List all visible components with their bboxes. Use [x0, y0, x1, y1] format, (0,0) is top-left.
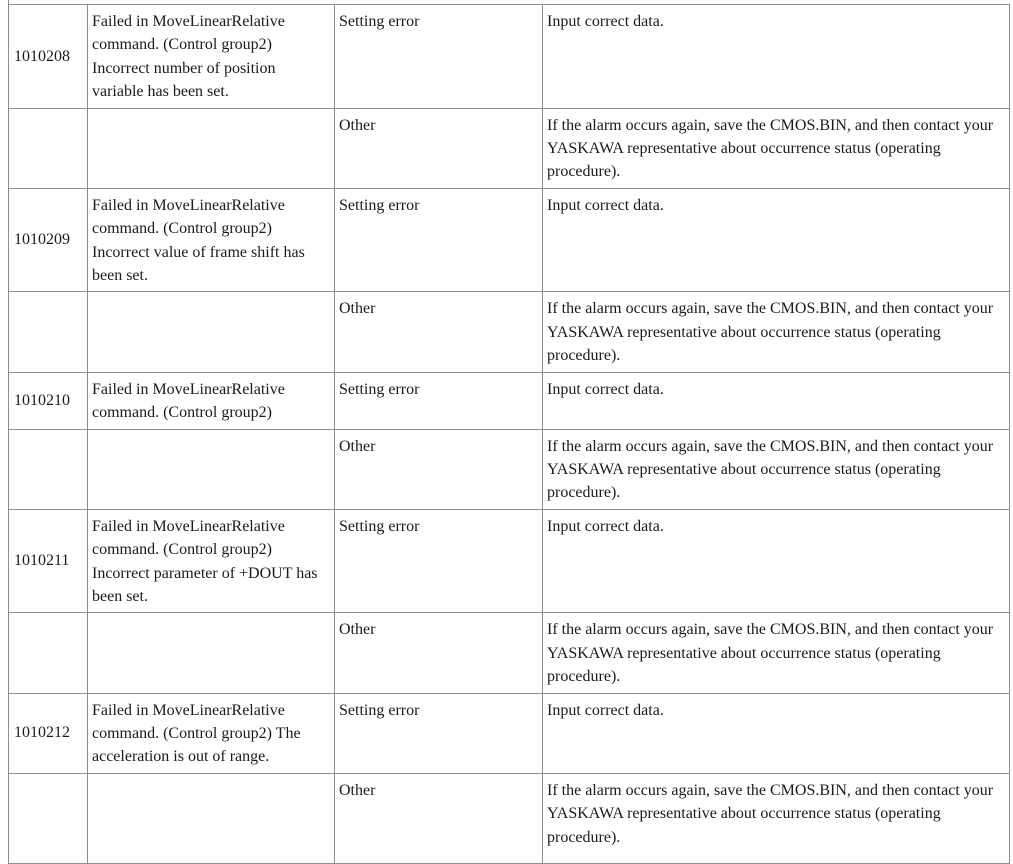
cause-cell: Other [335, 773, 543, 863]
remedy-cell: Input correct data. [543, 188, 1010, 292]
cause-cell: Other [335, 613, 543, 693]
remedy-cell: Input correct data. [543, 372, 1010, 429]
table-row [9, 108, 1010, 188]
empty-cell [88, 108, 335, 188]
empty-cell [88, 429, 335, 509]
table-row [9, 372, 1010, 429]
remedy-cell: If the alarm occurs again, save the CMOS.BIN, and then contact your YASKAWA representative about occurrence status (operating procedure). [543, 292, 1010, 372]
alarm-table [8, 4, 1010, 864]
cause-cell: Other [335, 429, 543, 509]
cause-cell: Setting error [335, 188, 543, 292]
table-row [9, 693, 1010, 773]
alarm-code-cell: 1010208 [9, 5, 88, 109]
remedy-cell: Input correct data. [543, 509, 1010, 613]
cause-cell: Other [335, 108, 543, 188]
table-row [9, 509, 1010, 613]
remedy-cell: Input correct data. [543, 5, 1010, 109]
empty-cell [9, 108, 88, 188]
empty-cell [9, 773, 88, 863]
remedy-cell: If the alarm occurs again, save the CMOS.BIN, and then contact your YASKAWA representative about occurrence status (operating procedure). [543, 429, 1010, 509]
alarm-code-cell: 1010209 [9, 188, 88, 292]
remedy-cell: Input correct data. [543, 693, 1010, 773]
table-row [9, 613, 1010, 693]
alarm-code-cell: 1010211 [9, 509, 88, 613]
alarm-description-cell: Failed in MoveLinearRelative command. (Control group2) Incorrect value of frame shift has been set. [88, 188, 335, 292]
cause-cell: Setting error [335, 693, 543, 773]
table-row [9, 5, 1010, 109]
remedy-cell: If the alarm occurs again, save the CMOS.BIN, and then contact your YASKAWA representative about occurrence status (operating procedure). [543, 773, 1010, 863]
table-row [9, 429, 1010, 509]
empty-cell [88, 773, 335, 863]
cause-cell: Setting error [335, 509, 543, 613]
cause-cell: Setting error [335, 372, 543, 429]
alarm-description-cell: Failed in MoveLinearRelative command. (Control group2) [88, 372, 335, 429]
cause-cell: Other [335, 292, 543, 372]
empty-cell [9, 429, 88, 509]
alarm-description-cell: Failed in MoveLinearRelative command. (Control group2) Incorrect number of position variable has been set. [88, 5, 335, 109]
empty-cell [9, 613, 88, 693]
empty-cell [88, 292, 335, 372]
remedy-cell: If the alarm occurs again, save the CMOS.BIN, and then contact your YASKAWA representative about occurrence status (operating procedure). [543, 613, 1010, 693]
remedy-cell: If the alarm occurs again, save the CMOS.BIN, and then contact your YASKAWA representative about occurrence status (operating procedure). [543, 108, 1010, 188]
table-row [9, 292, 1010, 372]
alarm-code-cell: 1010210 [9, 372, 88, 429]
table-row [9, 188, 1010, 292]
alarm-description-cell: Failed in MoveLinearRelative command. (Control group2) The acceleration is out of range. [88, 693, 335, 773]
table-row [9, 773, 1010, 863]
alarm-description-cell: Failed in MoveLinearRelative command. (Control group2) Incorrect parameter of +DOUT has been set. [88, 509, 335, 613]
empty-cell [9, 292, 88, 372]
alarm-code-cell: 1010212 [9, 693, 88, 773]
empty-cell [88, 613, 335, 693]
cause-cell: Setting error [335, 5, 543, 109]
